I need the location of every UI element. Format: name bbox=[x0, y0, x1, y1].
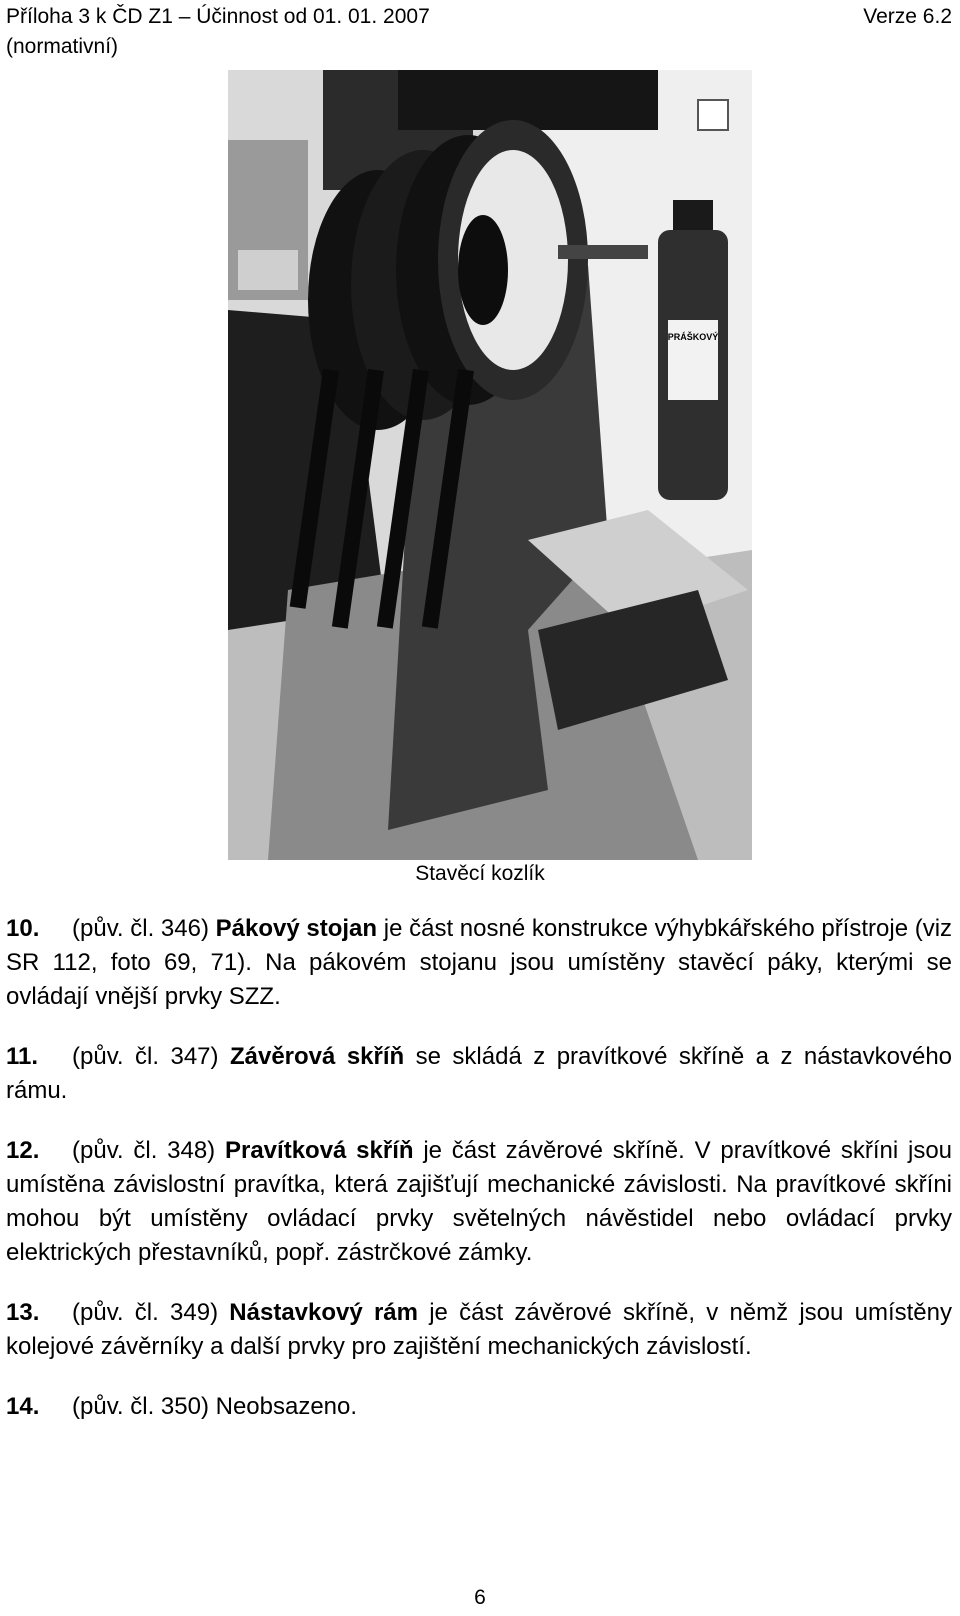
extinguisher-label: PRÁŠKOVÝ bbox=[667, 332, 719, 342]
lever-frame-photo bbox=[228, 70, 752, 860]
article-number: 14. bbox=[6, 1393, 40, 1420]
article-10 bbox=[6, 912, 952, 1014]
normative-label: (normativní) bbox=[6, 35, 119, 58]
article-12 bbox=[6, 1134, 952, 1270]
article-term: Pákový stojan bbox=[215, 915, 378, 942]
article-13 bbox=[6, 1296, 952, 1364]
article-text: je část nosné konstrukce výhybkářského přístroje (viz SR 112, foto 69, 71). Na pákovém stojanu jsou umístěny stavěcí páky, kterými se ovládají vnější prvky SZZ. bbox=[6, 915, 953, 1010]
article-reference: (pův. čl. 348) bbox=[72, 1137, 216, 1164]
article-term: Nástavkový rám bbox=[229, 1299, 418, 1326]
document-title: Příloha 3 k ČD Z1 – Účinnost od 01. 01. 2007 bbox=[6, 5, 430, 28]
article-reference: (pův. čl. 350) Neobsazeno. bbox=[72, 1393, 358, 1420]
article-reference: (pův. čl. 349) bbox=[72, 1299, 219, 1326]
article-reference: (pův. čl. 347) bbox=[72, 1043, 219, 1070]
article-text: je část závěrové skříně. V pravítkové skříni jsou umístěna závislostní pravítka, která zajišťují mechanické závislosti. Na pravítkové skříni mohou být umístěny ovládací prvky světelných návěstidel nebo ovládací prvky elektrických přestavníků, popř. zástrčkové zámky. bbox=[6, 1137, 953, 1266]
figure-caption: Stavěcí kozlík bbox=[415, 862, 545, 885]
article-number: 12. bbox=[6, 1137, 40, 1164]
article-14 bbox=[6, 1390, 952, 1424]
article-reference: (pův. čl. 346) bbox=[72, 915, 209, 942]
article-11 bbox=[6, 1040, 952, 1108]
lever-frame-illustration bbox=[228, 70, 752, 860]
document-version: Verze 6.2 bbox=[863, 5, 952, 28]
article-term: Závěrová skříň bbox=[229, 1043, 405, 1070]
page-header bbox=[6, 2, 952, 62]
article-number: 11. bbox=[6, 1043, 39, 1070]
article-term: Pravítková skříň bbox=[224, 1137, 414, 1164]
article-text: se skládá z pravítkové skříně a z nástavkového rámu. bbox=[6, 1043, 953, 1104]
article-number: 13. bbox=[6, 1299, 40, 1326]
page-number: 6 bbox=[474, 1586, 486, 1609]
article-text: je část závěrové skříně, v němž jsou umístěny kolejové závěrníky a další prvky pro zajištění mechanických závislostí. bbox=[6, 1299, 952, 1360]
article-number: 10. bbox=[6, 915, 40, 942]
article-body bbox=[6, 912, 952, 1450]
